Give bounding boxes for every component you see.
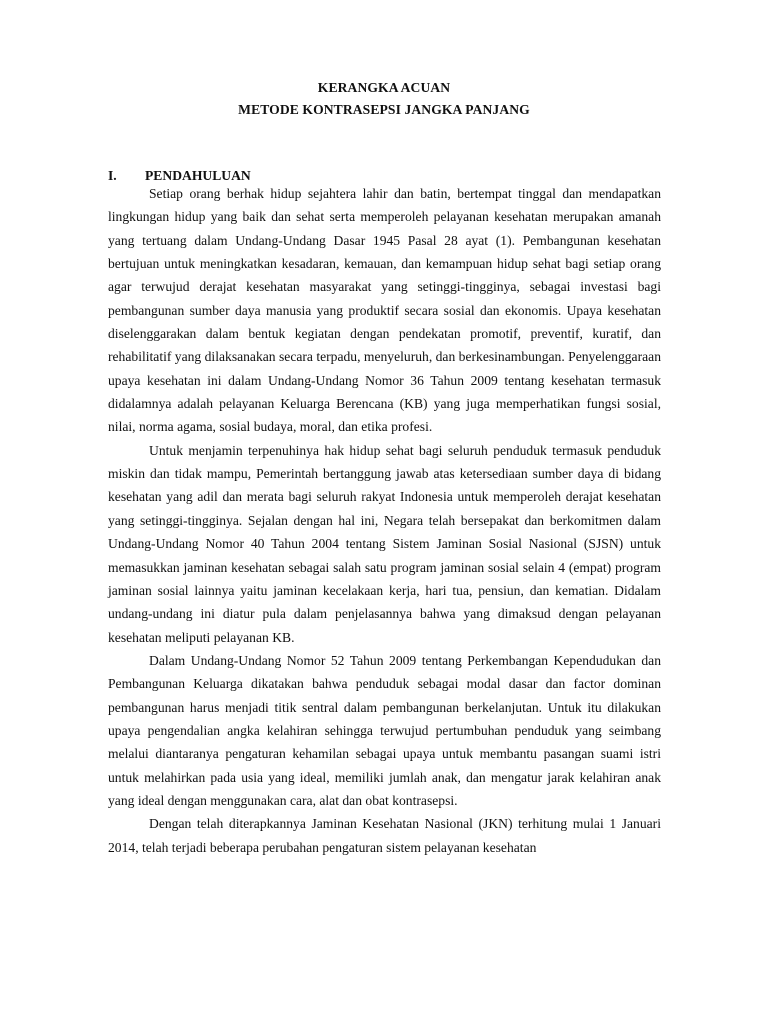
paragraph: Dalam Undang-Undang Nomor 52 Tahun 2009 tentang Perkembangan Kependudukan dan Pembangunan Keluarga dikatakan bahwa penduduk sebagai modal dasar dan factor dominan pembangunan harus menjadi titik sentral dalam pembangunan berkelanjutan. Untuk itu dilakukan upaya pengendalian angka kelahiran sehingga terwujud pertumbuhan penduduk yang seimbang melalui diantaranya pengaturan kehamilan sebagai upaya untuk membantu pasangan suami istri untuk melahirkan pada usia yang ideal, memiliki jumlah anak, dan mengatur jarak kelahiran anak yang ideal dengan menggunakan cara, alat dan obat kontrasepsi. bbox=[108, 652, 661, 808]
section-title: PENDAHULUAN bbox=[145, 168, 251, 183]
paragraph: Setiap orang berhak hidup sejahtera lahir dan batin, bertempat tinggal dan mendapatkan lingkungan hidup yang baik dan sehat serta memperoleh pelayanan kesehatan merupakan amanah yang tertuang dalam Undang-Undang Dasar 1945 Pasal 28 ayat (1). Pembangunan kesehatan bertujuan untuk meningkatkan kesadaran, kemauan, dan kemampuan hidup sehat bagi setiap orang agar terwujud derajat kesehatan masyarakat yang setinggi-tingginya, sebagai investasi bagi pembangunan sumber daya manusia yang produktif secara sosial dan ekonomis. Upaya kesehatan diselenggarakan dalam bentuk kegiatan dengan pendekatan promotif, preventif, kuratif, dan rehabilitatif yang dilaksanakan secara terpadu, menyeluruh, dan berkesinambungan. Penyelenggaraan upaya kesehatan ini dalam Undang-Undang Nomor 36 Tahun 2009 tentang kesehatan termasuk didalamnya adalah pelayanan Keluarga Berencana (KB) yang juga memperhatikan fungsi sosial, nilai, norma agama, sosial budaya, moral, dan etika profesi. bbox=[108, 186, 661, 435]
document-title: KERANGKA ACUAN bbox=[317, 80, 451, 95]
paragraph: Dengan telah diterapkannya Jaminan Kesehatan Nasional (JKN) terhitung mulai 1 Januari 2014, telah terjadi beberapa perubahan pengaturan sistem pelayanan kesehatan bbox=[108, 816, 661, 855]
body-text bbox=[108, 182, 661, 859]
paragraph: Untuk menjamin terpenuhinya hak hidup sehat bagi seluruh penduduk termasuk penduduk miskin dan tidak mampu, Pemerintah bertanggung jawab atas ketersediaan sumber daya di bidang kesehatan yang adil dan merata bagi seluruh rakyat Indonesia untuk memperoleh derajat kesehatan yang setinggi-tingginya. Sejalan dengan hal ini, Negara telah bersepakat dan berkomitmen dalam Undang-Undang Nomor 40 Tahun 2004 tentang Sistem Jaminan Sosial Nasional (SJSN) untuk memasukkan jaminan kesehatan sebagai salah satu program jaminan sosial selain 4 (empat) program jaminan sosial lainnya yaitu jaminan kecelakaan kerja, hari tua, pensiun, dan kematian. Didalam undang-undang ini diatur pula dalam penjelasannya bahwa yang dimaksud dengan pelayanan kesehatan meliputi pelayanan KB. bbox=[108, 442, 661, 645]
section-number: I. bbox=[108, 168, 117, 183]
document-subtitle: METODE KONTRASEPSI JANGKA PANJANG bbox=[238, 102, 530, 117]
